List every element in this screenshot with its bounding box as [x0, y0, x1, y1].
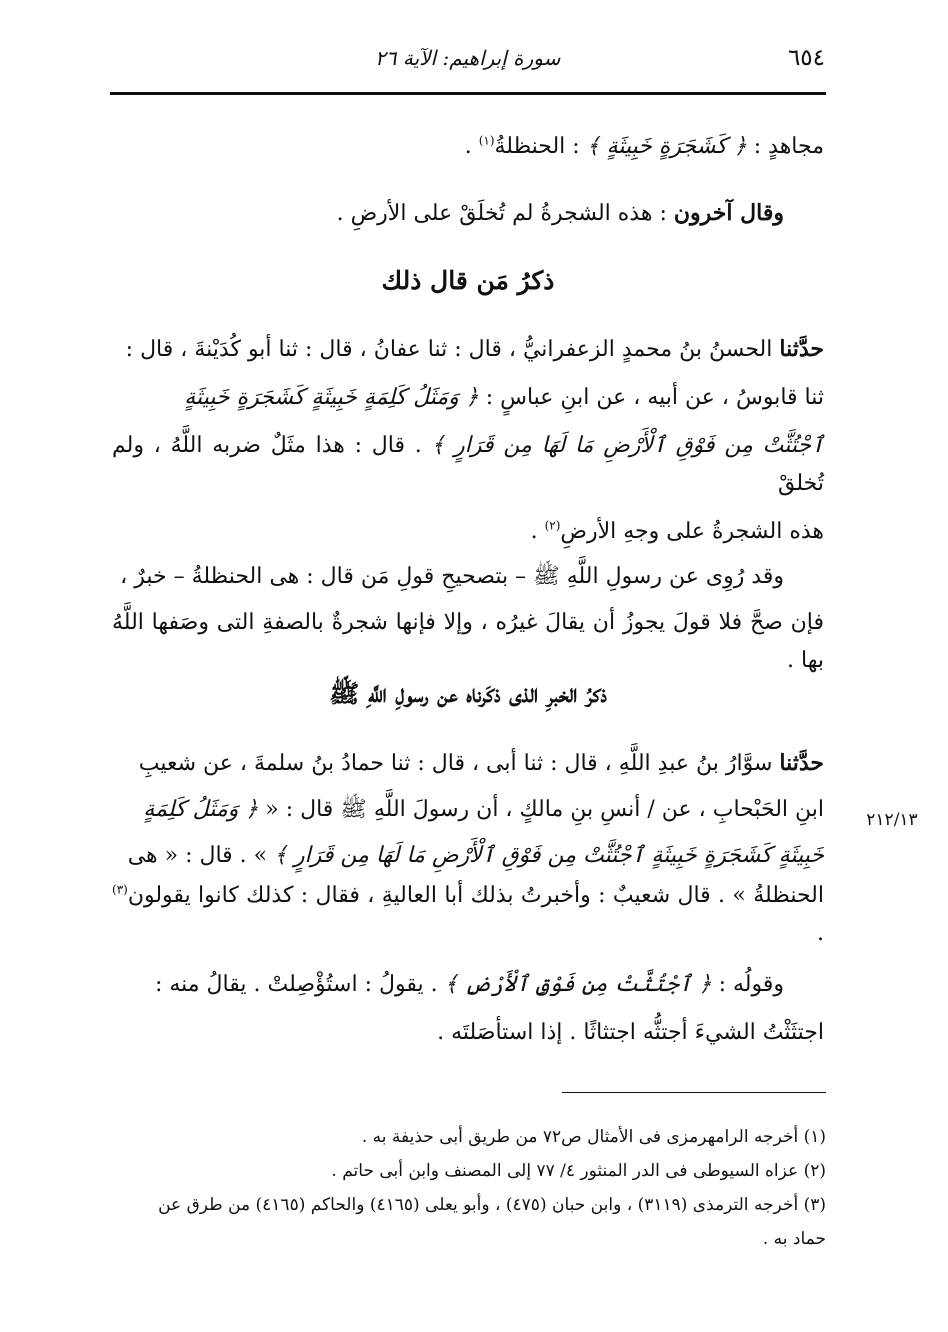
text-run: » . قال : « هى — [127, 843, 268, 868]
text-line — [112, 330, 824, 369]
text-run: وقولُه : — [718, 972, 784, 997]
text-line — [112, 744, 824, 783]
footnote-rule — [562, 1092, 826, 1093]
text-run: . — [817, 921, 824, 946]
text-line — [112, 837, 824, 875]
text-line — [112, 877, 824, 953]
text-run: الحنظلةُ » . قال شعيبٌ : وأخبرتُ بذلك أبا العاليةِ ، فقال : كذلك كانوا يقولون — [127, 883, 824, 908]
text-run: ابنِ الحَبْحابِ ، عن / أنسِ بنِ مالكٍ ، أن رسولَ اللَّهِ ﷺ قال : « — [265, 797, 824, 822]
section-heading: ذكرُ مَن قال ذلك — [381, 266, 555, 295]
page-header — [110, 38, 825, 78]
paragraph-hadith-2 — [112, 744, 824, 953]
paragraph-prophet-report — [112, 558, 824, 680]
footnote-3-continued: حماد به . — [762, 1229, 826, 1249]
bold-lead: حدَّثنا — [779, 336, 824, 362]
paragraph-mujahid — [112, 128, 824, 166]
quran-quote: ﴿ كَشَجَرَةٍ خَبِيثَةٍ ﴾ — [586, 134, 747, 159]
paragraph-commentary — [112, 966, 824, 1052]
page-number: ٦٥٤ — [787, 45, 825, 71]
text-run: . — [464, 134, 472, 159]
quran-quote: ﴿ وَمَثَلُ كَلِمَةٍ — [143, 797, 259, 822]
text-line — [112, 791, 824, 829]
text-run: . — [530, 519, 538, 544]
quran-quote: ٱجْتُثَّتْ مِن فَوْقِ ٱلْأَرْضِ مَا لَهَا مِن قَرَارٍ ﴾ — [431, 433, 824, 458]
text-line: فإن صحَّ فلا قولَ يجوزُ أن يقالَ غيرُه ، وإلا فإنها شجرةٌ بالصفةِ التى وصَفها اللَّهُ بها . — [112, 610, 824, 673]
text-run: : هذه الشجرةُ لم تُخلَقْ على الأرضِ . — [336, 201, 667, 226]
text-run: : الحنظلةُ — [494, 134, 580, 159]
footnote-2: (٢) عزاه السيوطى فى الدر المنثور ٤/ ٧٧ إلى المصنف وابن أبى حاتم . — [331, 1161, 826, 1181]
section-heading: ذكرُ الخبرِ الذى ذكَرناه عن رسولِ اللَّهِ ﷺ — [329, 679, 607, 708]
text-run: ثنا قابوسُ ، عن أبيه ، عن ابنِ عباسٍ : — [485, 385, 824, 410]
text-line: اجتثَثْتُ الشيءَ أجتثُّه اجتثاثًا . إذا استأصَلتَه . — [437, 1020, 824, 1045]
text-line — [112, 513, 824, 551]
footnote-1: (١) أخرجه الرامهرمزى فى الأمثال ص٧٢ من طريق أبى حذيفة به . — [361, 1127, 826, 1147]
text-run: . قال : هذا مثَلٌ ضربه اللَّهُ ، ولم تُخلقْ — [112, 433, 824, 496]
footnote-ref: (١) — [478, 133, 495, 148]
header-rule — [110, 92, 826, 95]
paragraph-others — [112, 194, 824, 233]
text-line: وقد رُوِى عن رسولِ اللَّهِ ﷺ – بتصحيحِ قولِ مَن قال : هى الحنظلةُ – خبرٌ ، — [120, 564, 784, 589]
quran-quote: خَبِيثَةٍ كَشَجَرَةٍ خَبِيثَةٍ ٱجْتُثَّتْ مِن فَوْقِ ٱلْأَرْضِ مَا لَهَا مِن قَرَارٍ ﴾ — [274, 843, 824, 868]
bold-lead: حدَّثنا — [779, 750, 824, 776]
text-line — [112, 379, 824, 417]
quran-quote: ﴿ وَمَثَلُ كَلِمَةٍ خَبِيثَةٍ كَشَجَرَةٍ خَبِيثَةٍ — [184, 385, 479, 410]
marginal-reference: ٢١٢/١٣ — [866, 810, 918, 830]
running-title: سورة إبراهيم: الآية ٢٦ — [375, 46, 561, 70]
footnote-ref: (٢) — [544, 518, 561, 533]
footnote-3: (٣) أخرجه الترمذى (٣١١٩) ، وابن حبان (٤٧٥) ، وأبو يعلى (٤١٦٥) والحاكم (٤١٦٥) من طرق عن — [158, 1195, 826, 1215]
paragraph-hadith-1 — [112, 330, 824, 551]
text-run: سوَّارُ بنُ عبدِ اللَّهِ ، قال : ثنا أبى ، قال : ثنا حمادُ بنُ سلمةَ ، عن شعيبِ — [138, 751, 773, 776]
footnote-ref: (٣) — [112, 882, 128, 897]
text-line — [112, 427, 824, 503]
text-line — [112, 966, 824, 1004]
quran-quote: ﴿ ٱجْتُثَّتْ مِن فَوْقِ ٱلْأَرْضِ ﴾ — [444, 972, 712, 997]
text-run: مجاهدٍ : — [753, 134, 824, 159]
bold-lead: وقال آخرون — [673, 200, 784, 226]
text-run: . يقولُ : استُؤْصِلتْ . يقالُ منه : — [154, 972, 438, 997]
text-run: الحسنُ بنُ محمدٍ الزعفرانيُّ ، قال : ثنا عفانُ ، قال : ثنا أبو كُدَيْنةَ ، قال : — [125, 337, 773, 362]
text-run: هذه الشجرةُ على وجهِ الأرضِ — [560, 519, 824, 544]
